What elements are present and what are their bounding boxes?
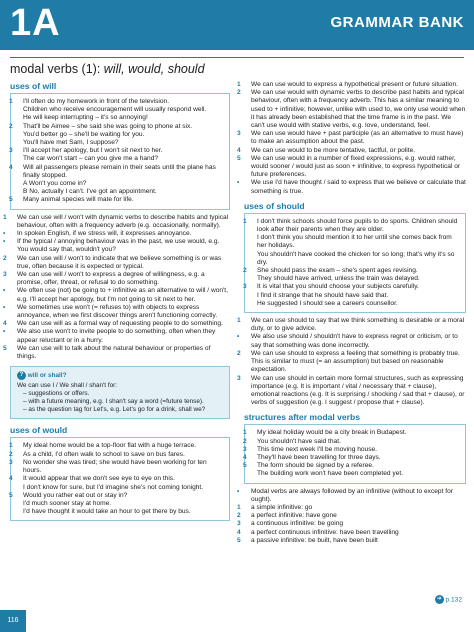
list-item: [250, 292, 460, 300]
item-text: As a child, I'd often walk to school to save on bus fares.: [23, 450, 185, 458]
item-text: This time next week I'll be moving house.: [257, 445, 378, 453]
item-text: Children who receive encouragement will usually respond well.: [23, 106, 207, 114]
item-number: 2: [243, 267, 247, 275]
item-number: •: [237, 333, 240, 341]
item-number: 5: [9, 196, 13, 204]
list-item: [243, 437, 460, 446]
list-item: [243, 283, 460, 291]
item-text: We can use will / won't to indicate that we believe something is or was true, often because it is expected or typical.: [17, 254, 222, 270]
should-examples-box: [244, 213, 466, 313]
list-item: [9, 442, 224, 450]
list-item: [237, 154, 466, 180]
list-item: [9, 196, 224, 204]
list-item: [9, 491, 224, 500]
item-text: a perfect continuous infinitive: have been travelling: [251, 528, 399, 536]
item-number: 1: [3, 213, 7, 221]
item-text: You shouldn't have said that.: [257, 437, 341, 445]
list-item: [243, 429, 460, 437]
list-item: [9, 98, 224, 106]
title-main: modal verbs (1):: [10, 62, 104, 76]
item-text: The form should be signed by a referee.: [257, 462, 374, 470]
item-number: 2: [237, 89, 241, 97]
item-text: I'll accept her apology, but I won't sit next to her.: [23, 147, 163, 155]
item-number: •: [3, 230, 6, 238]
item-number: •: [237, 487, 240, 495]
item-text: I'd much sooner stay at home.: [23, 499, 112, 507]
page-title: [10, 62, 205, 76]
item-text: That'll be Aimee – she said she was going to phone at six.: [23, 122, 193, 130]
list-item: [16, 139, 224, 147]
will-shall-tip: [10, 366, 230, 419]
list-item: [16, 106, 224, 114]
item-number: 1: [237, 503, 241, 511]
item-text: I'll often do my homework in front of the television.: [23, 98, 170, 105]
item-text: They'll have been travelling for three days.: [257, 453, 381, 461]
list-item: [3, 287, 230, 303]
item-text: I don't think schools should force pupils to do sports. Children should look after their parents when they are older.: [257, 217, 458, 234]
list-item: [243, 462, 460, 470]
item-text: We can use would with dynamic verbs to describe past habits and typical behaviour, often with a frequency adverb. This has a similar meaning to used to + infinitive; however, unlike with used to, we only use would when it has already been established that the time frame is in the past. We can't use would with stative verbs, e.g. love, understand, feel.: [251, 89, 466, 130]
item-number: •: [3, 287, 6, 295]
list-item: [243, 445, 460, 454]
list-item: [3, 254, 230, 271]
tip-line: We can use I / We shall / shan't for:: [17, 382, 118, 390]
list-item: [250, 234, 460, 250]
item-number: 3: [9, 147, 13, 155]
item-text: a simple infinitive: go: [251, 503, 313, 511]
item-text: I don't know for sure, but I'd imagine she's not coming tonight.: [23, 483, 204, 491]
list-item: [16, 131, 224, 139]
item-text: Modal verbs are always followed by an infinitive (without to except for ought).: [251, 487, 453, 503]
item-text: He suggested I should see a careers counsellor.: [257, 299, 398, 307]
page-number: 116: [0, 610, 26, 632]
item-text: In spoken English, if we stress will, it expresses annoyance.: [17, 230, 192, 238]
item-number: 4: [9, 163, 13, 171]
item-text: We can use would to express a hypothetical present or future situation.: [251, 81, 458, 88]
item-text: We can use would to be more tentative, tactful, or polite.: [251, 146, 416, 154]
item-text: The building work won't have been completed yet.: [257, 470, 404, 478]
item-text: a perfect infinitive: have gone: [251, 512, 337, 520]
item-text: A Won't you come in?: [23, 180, 87, 188]
would-examples-box: [10, 437, 230, 521]
item-text: We can use will as a formal way of requesting people to do something.: [17, 320, 223, 328]
item-number: 1: [9, 98, 13, 105]
unit-number: 1A: [10, 2, 61, 44]
item-number: •: [3, 303, 6, 311]
list-item: [237, 487, 466, 504]
item-text: We also use should / shouldn't have to express regret or criticism, or to say that something was done incorrectly.: [251, 333, 458, 349]
item-number: 5: [243, 462, 247, 470]
structures-box: [244, 424, 466, 483]
list-item: [237, 528, 466, 537]
list-item: [16, 114, 224, 122]
item-number: •: [237, 179, 240, 187]
tip-line: – with a future meaning, e.g. I shan't say a word (=future tense).: [23, 398, 204, 406]
list-item: [237, 520, 466, 528]
item-number: •: [3, 328, 6, 336]
list-item: [3, 328, 230, 344]
item-number: 3: [9, 458, 13, 466]
tip-line: – as the question tag for Let's, e.g. Let's go for a drink, shall we?: [23, 406, 206, 414]
item-number: 1: [237, 317, 241, 325]
list-item: [250, 470, 460, 478]
item-number: 5: [237, 154, 241, 162]
tip-line: – suggestions or offers.: [23, 390, 90, 398]
page-header: [0, 0, 474, 50]
list-item: [3, 271, 230, 287]
item-text: My ideal holiday would be a city break in Budapest.: [257, 429, 407, 437]
list-item: [16, 180, 224, 188]
list-item: [9, 458, 224, 475]
item-text: You'd better go – she'll be waiting for you.: [23, 130, 145, 138]
should-notes: [237, 317, 466, 407]
item-number: 3: [237, 374, 241, 382]
list-item: [237, 503, 466, 512]
item-text: I find it strange that he should have said that.: [257, 291, 389, 299]
item-number: 3: [237, 520, 241, 528]
item-number: 3: [243, 283, 247, 291]
item-text: We also use won't to invite people to do something, often when they appear reluctant or in a hurry.: [17, 328, 216, 344]
item-number: 4: [237, 146, 241, 154]
item-text: He will keep interrupting – it's so annoying!: [23, 114, 148, 122]
item-text: No wonder she was tired; she would have been working for ten hours.: [23, 458, 207, 475]
item-number: 1: [9, 442, 13, 450]
item-text: We can use would in a number of fixed expressions, e.g. would rather, would sooner / would just as soon + infinitive, to express hypothetical or future preferences.: [251, 154, 461, 179]
item-text: They should have arrived, unless the train was delayed.: [257, 275, 420, 283]
list-item: [9, 450, 224, 459]
item-number: 4: [243, 453, 247, 461]
item-number: 4: [237, 528, 241, 536]
item-text: The car won't start – can you give me a hand?: [23, 155, 159, 163]
list-item: [3, 320, 230, 328]
list-item: [250, 275, 460, 283]
list-item: [237, 89, 466, 130]
section-title: GRAMMAR BANK: [330, 14, 464, 31]
page-reference-label: p.132: [445, 596, 462, 604]
list-item: [237, 317, 466, 333]
item-number: 2: [9, 122, 13, 130]
item-number: 2: [237, 512, 241, 520]
item-text: B No, actually I can't. I've got an appointment.: [23, 188, 157, 196]
item-number: 5: [3, 344, 7, 352]
item-text: You shouldn't have cooked the chicken for so long; that's why it's so dry.: [257, 250, 455, 266]
list-item: [3, 238, 230, 254]
uses-would-label: uses of would: [10, 425, 68, 436]
item-number: 2: [243, 437, 247, 445]
item-text: Would you rather eat out or stay in?: [23, 491, 128, 499]
item-text: a continuous infinitive: be going: [251, 520, 344, 528]
tip-title: will or shall?: [27, 372, 67, 380]
list-item: [237, 179, 466, 195]
structures-notes: [237, 487, 466, 545]
list-item: [250, 251, 460, 267]
item-text: We use I'd have thought / said to express that we believe or calculate that something is true.: [251, 179, 466, 195]
item-text: She should pass the exam – she's spent ages revising.: [257, 267, 418, 275]
list-item: [9, 475, 224, 483]
item-text: We can use should to say that we think something is desirable or a moral duty, or to give advice.: [251, 317, 465, 333]
list-item: [16, 484, 224, 492]
list-item: [237, 333, 466, 349]
list-item: [237, 536, 466, 545]
will-examples-box: [10, 93, 230, 210]
question-icon: ?: [17, 371, 26, 380]
list-item: [9, 122, 224, 131]
divider: [10, 57, 464, 58]
item-text: It would appear that we don't see eye to eye on this.: [23, 475, 175, 483]
list-item: [9, 163, 224, 180]
item-text: Many animal species will mate for life.: [23, 196, 134, 204]
item-text: We can use should in certain more formal structures, such as expressing importance (e.g. It is important / vital / necessary that + clause), emotional reactions (e.g. It is surprising / shocking / sad that + clause), or verbs of suggestion (e.g. I suggest / propose that + clause).: [251, 374, 465, 407]
list-item: [237, 374, 466, 408]
uses-will-label: uses of will: [10, 81, 57, 91]
list-item: [243, 267, 460, 275]
item-text: We can use would have + past participle (as an alternative to must have) to make an assumption about the past.: [251, 130, 464, 146]
list-item: [237, 349, 466, 375]
tip-lines: [17, 382, 223, 414]
list-item: [250, 300, 460, 308]
item-text: It is vital that you should choose your subjects carefully.: [257, 283, 419, 291]
item-number: 1: [243, 429, 247, 437]
item-number: 3: [243, 445, 247, 453]
item-number: 5: [237, 536, 241, 544]
list-item: [3, 230, 230, 238]
item-number: 4: [9, 475, 13, 483]
list-item: [237, 130, 466, 146]
list-item: [3, 213, 230, 230]
item-number: 1: [243, 217, 247, 225]
list-item: [243, 453, 460, 462]
title-italic: will, would, should: [103, 62, 205, 76]
list-item: [237, 512, 466, 520]
would-notes: [237, 81, 466, 196]
item-number: 2: [3, 254, 7, 262]
list-item: [243, 217, 460, 234]
item-number: 2: [237, 349, 241, 357]
item-text: We can use will to talk about the natural behaviour or properties of things.: [17, 344, 211, 361]
item-text: We can use will / won't to express a degree of willingness, e.g. a promise, offer, threat, or refusal to do something.: [17, 271, 205, 287]
left-column: [3, 81, 230, 521]
uses-should-label: uses of should: [244, 200, 305, 211]
item-text: We sometimes use won't (= refuses to) with objects to express annoyance, when we first discover things aren't functioning correctly.: [17, 303, 218, 320]
list-item: [16, 508, 224, 516]
item-text: You'll have met Sam, I suppose?: [23, 139, 119, 147]
list-item: [3, 303, 230, 320]
item-text: We can use will / won't with dynamic verbs to describe habits and typical behaviour, often with a frequency adverb (e.g. occasionally, normally).: [17, 213, 229, 229]
item-number: •: [3, 238, 6, 246]
item-number: 4: [3, 320, 7, 328]
list-item: [9, 147, 224, 155]
page-reference[interactable]: [435, 595, 462, 604]
item-text: Will all passengers please remain in their seats until the plane has finally stopped.: [23, 163, 216, 179]
arrow-right-icon: ➜: [436, 596, 442, 602]
item-number: 2: [9, 450, 13, 458]
list-item: [16, 188, 224, 196]
list-item: [237, 81, 466, 89]
right-column: [237, 81, 466, 545]
item-number: 3: [237, 130, 241, 138]
item-text: We can use should to express a feeling that something is probably true. This is similar to must (= an assumption) but based on reasonable expectation.: [251, 349, 460, 374]
item-number: 5: [9, 491, 13, 499]
list-item: [3, 344, 230, 361]
item-number: 3: [3, 271, 7, 279]
list-item: [16, 155, 224, 163]
item-text: I'd have thought it would take an hour to get there by bus.: [23, 508, 191, 516]
item-number: 1: [237, 81, 241, 88]
item-text: My ideal home would be a top-floor flat with a huge terrace.: [23, 442, 196, 450]
will-notes: [3, 213, 230, 362]
item-text: If the typical / annoying behaviour was in the past, we use would, e.g. You would say that, wouldn't you?: [17, 238, 220, 254]
item-text: I don't think you should mention it to her until she comes back from her holidays.: [257, 234, 452, 250]
list-item: [237, 146, 466, 155]
item-text: We often use (not) be going to + infinitive as an alternative to will / won't, e.g. I'll accept her apology, but I'm not going to sit next to her.: [17, 287, 228, 303]
item-text: a passive infinitive: be built, have been built: [251, 536, 378, 544]
list-item: [16, 500, 224, 508]
structures-label: structures after modal verbs: [244, 412, 361, 423]
